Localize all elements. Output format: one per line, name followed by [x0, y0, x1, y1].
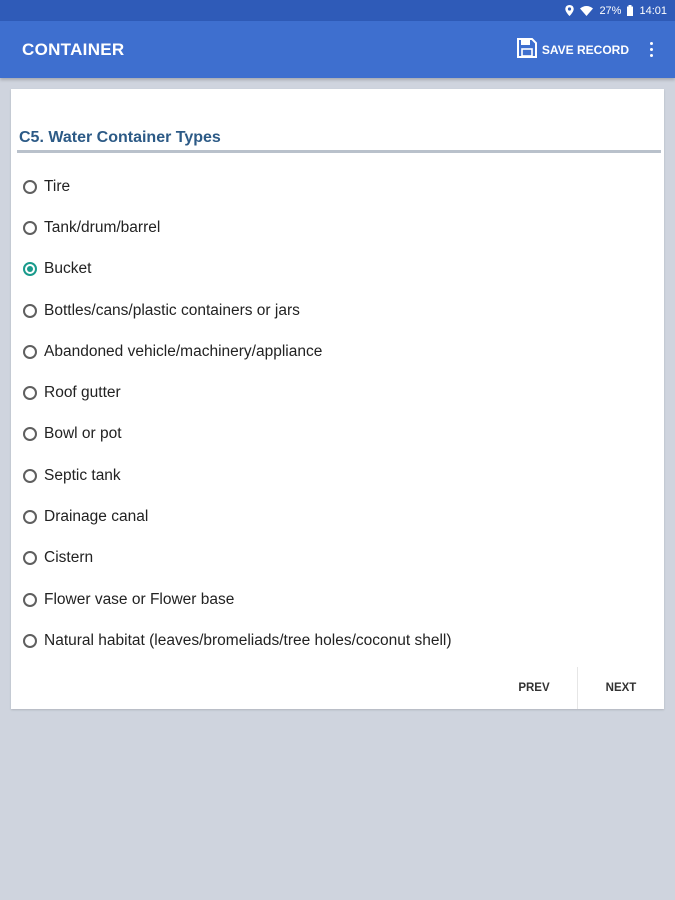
battery-percent: 27%	[599, 4, 622, 17]
option-label: Drainage canal	[44, 508, 149, 526]
app-bar	[0, 21, 675, 78]
radio-unchecked-icon[interactable]	[23, 345, 37, 359]
radio-option[interactable]	[23, 207, 452, 248]
save-icon	[517, 38, 537, 61]
option-label: Septic tank	[44, 466, 121, 484]
radio-unchecked-icon[interactable]	[23, 427, 37, 441]
next-button[interactable]: NEXT	[605, 682, 637, 694]
section-title: C5. Water Container Types	[19, 129, 221, 146]
radio-unchecked-icon[interactable]	[23, 386, 37, 400]
option-label: Tire	[44, 177, 71, 195]
radio-checked-icon[interactable]	[23, 262, 37, 276]
section-divider	[17, 150, 661, 153]
radio-option[interactable]	[23, 455, 452, 496]
radio-option[interactable]	[23, 372, 452, 413]
radio-unchecked-icon[interactable]	[23, 634, 37, 648]
wifi-icon	[580, 6, 593, 16]
option-label: Bucket	[44, 260, 92, 278]
radio-unchecked-icon[interactable]	[23, 221, 37, 235]
radio-unchecked-icon[interactable]	[23, 551, 37, 565]
option-label: Flower vase or Flower base	[44, 590, 235, 608]
more-options-icon[interactable]	[645, 42, 657, 57]
radio-option[interactable]	[23, 249, 452, 290]
option-label: Cistern	[44, 549, 94, 567]
radio-unchecked-icon[interactable]	[23, 180, 37, 194]
radio-option[interactable]	[23, 166, 452, 207]
option-label: Tank/drum/barrel	[44, 218, 161, 236]
prev-button[interactable]: PREV	[518, 682, 550, 694]
options-list	[23, 166, 452, 662]
save-record-button[interactable]	[517, 38, 629, 61]
radio-option[interactable]	[23, 496, 452, 537]
radio-option[interactable]	[23, 414, 452, 455]
radio-unchecked-icon[interactable]	[23, 593, 37, 607]
radio-option[interactable]	[23, 620, 452, 661]
radio-unchecked-icon[interactable]	[23, 304, 37, 318]
page-title: CONTAINER	[22, 39, 125, 59]
option-label: Natural habitat (leaves/bromeliads/tree holes/coconut shell)	[44, 631, 452, 649]
form-card	[11, 89, 664, 709]
option-label: Abandoned vehicle/machinery/appliance	[44, 342, 323, 360]
option-label: Bowl or pot	[44, 425, 122, 443]
save-record-label: SAVE RECORD	[541, 42, 629, 57]
radio-option[interactable]	[23, 331, 452, 372]
clock: 14:01	[639, 4, 667, 17]
radio-option[interactable]	[23, 538, 452, 579]
battery-icon	[627, 5, 633, 16]
option-label: Roof gutter	[44, 384, 121, 402]
status-bar	[0, 0, 675, 21]
location-icon	[565, 5, 574, 16]
navigation-bar	[491, 667, 664, 709]
option-label: Bottles/cans/plastic containers or jars	[44, 301, 300, 319]
radio-unchecked-icon[interactable]	[23, 510, 37, 524]
radio-option[interactable]	[23, 579, 452, 620]
radio-unchecked-icon[interactable]	[23, 469, 37, 483]
radio-option[interactable]	[23, 290, 452, 331]
